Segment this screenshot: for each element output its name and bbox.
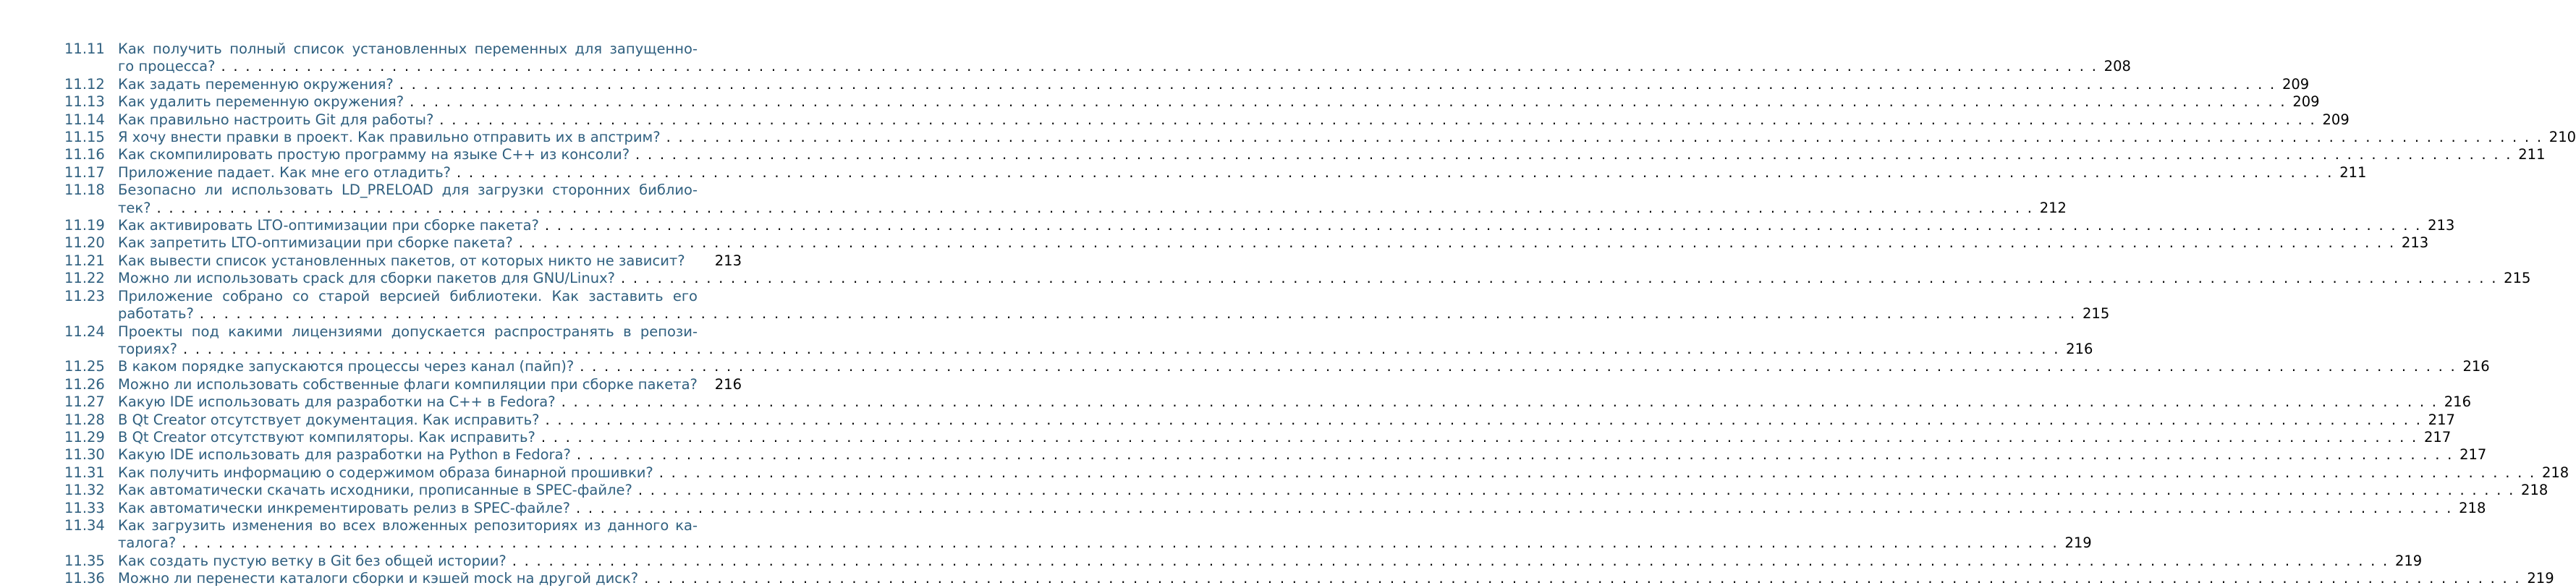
dot-leader [519, 234, 2394, 252]
toc-entry[interactable] [64, 111, 2350, 129]
toc-entry-page: 213 [2401, 234, 2429, 252]
toc-entry-number[interactable]: 11.29 [64, 428, 105, 446]
toc-entry-number[interactable]: 11.33 [64, 499, 105, 516]
toc-entry-page: 216 [2462, 358, 2490, 375]
toc-entry[interactable] [64, 393, 2471, 411]
toc-entry-title[interactable]: работать? [118, 305, 194, 323]
toc-entry-number[interactable]: 11.31 [64, 464, 105, 481]
toc-entry-title[interactable]: В каком порядке запускаются процессы через канал (пайп)? [118, 358, 575, 375]
toc-entry-number[interactable]: 11.25 [64, 358, 105, 375]
toc-entry[interactable] [64, 499, 2486, 517]
toc-entry[interactable] [64, 482, 2549, 499]
toc-entry-page: 213 [714, 252, 742, 269]
toc-entry-page: 215 [2504, 270, 2531, 287]
toc-entry-number[interactable]: 11.36 [64, 570, 105, 587]
toc-entry-page: 217 [2424, 428, 2452, 446]
toc-entry-title-line[interactable]: Как получить полный список установленных переменных для запущенно- [118, 41, 698, 57]
toc-entry[interactable] [64, 217, 2455, 234]
toc-entry-number[interactable]: 11.15 [64, 129, 105, 146]
toc-entry-title[interactable]: Как запретить LTO-оптимизации при сборке пакета? [118, 234, 513, 252]
toc-entry-page: 211 [2518, 146, 2546, 163]
toc-entry[interactable] [64, 41, 2131, 76]
toc-entry-title[interactable]: Как получить информацию о содержимом образа бинарной прошивки? [118, 464, 653, 481]
dot-leader [156, 200, 2031, 217]
toc-entry-page: 209 [2322, 111, 2350, 128]
dot-leader [512, 553, 2387, 570]
toc-entry-title-line[interactable]: Как загрузить изменения во всех вложенных репозиториях из данного ка- [118, 516, 698, 534]
dot-leader [562, 393, 2436, 411]
dot-leader [577, 446, 2452, 464]
dot-leader [666, 129, 2541, 146]
toc-entry-page: 217 [2428, 411, 2455, 428]
toc-entry-number[interactable]: 11.16 [64, 146, 105, 163]
dot-leader [659, 464, 2534, 482]
toc-entry-page: 219 [2394, 552, 2423, 569]
toc-entry[interactable] [64, 411, 2455, 429]
toc-entry-title[interactable]: Как активировать LTO-оптимизации при сборке пакета? [118, 217, 539, 234]
toc-entry-number[interactable]: 11.17 [64, 163, 105, 181]
toc-entry-number[interactable]: 11.13 [64, 93, 105, 111]
dot-leader [576, 500, 2451, 517]
dot-leader [439, 111, 2314, 129]
toc-entry-title[interactable]: В Qt Creator отсутствуют компиляторы. Как исправить? [118, 428, 535, 446]
toc-entry-title[interactable]: Как удалить переменную окружения? [118, 93, 404, 111]
dot-leader [621, 270, 2496, 287]
toc-entry-title[interactable]: го процесса? [118, 58, 216, 75]
toc-entry[interactable] [64, 552, 2423, 570]
toc-entry-page: 219 [2064, 534, 2092, 552]
toc-entry-title[interactable]: Можно ли перенести каталоги сборки и кэшей mock на другой диск? [118, 570, 639, 587]
toc-entry[interactable] [64, 570, 2554, 587]
toc-entry-number[interactable]: 11.22 [64, 270, 105, 287]
dot-leader [410, 93, 2284, 111]
toc-entry-title[interactable]: Можно ли использовать собственные флаги компиляции при сборке пакета? [118, 375, 698, 393]
toc-entry-page: 215 [2083, 305, 2110, 323]
toc-entry[interactable] [64, 93, 2320, 111]
toc-entry[interactable] [64, 163, 2367, 182]
toc-entry[interactable] [64, 516, 2092, 553]
toc-entry-page: 216 [714, 375, 742, 393]
toc-entry-page: 209 [2292, 93, 2320, 111]
toc-entry-title[interactable]: талога? [118, 534, 177, 552]
toc-entry-number[interactable]: 11.20 [64, 234, 105, 252]
toc-entry-number[interactable]: 11.12 [64, 75, 105, 93]
toc-entry-page: 218 [2521, 482, 2549, 499]
dot-leader [638, 482, 2513, 499]
toc-entry-number[interactable]: 11.30 [64, 446, 105, 464]
toc-entry[interactable] [64, 464, 2569, 482]
toc-entry[interactable] [64, 270, 2531, 287]
toc-entry-number[interactable]: 11.26 [64, 375, 105, 393]
toc-entry-page: 217 [2460, 446, 2487, 464]
dot-leader [183, 341, 2058, 358]
toc-entry-title-line[interactable]: Приложение собрано со старой версией библиотеки. Как заставить его [118, 287, 698, 304]
dot-leader [182, 534, 2056, 552]
toc-entry[interactable] [64, 146, 2546, 163]
dot-leader [221, 58, 2096, 75]
toc-entry-number[interactable]: 11.27 [64, 393, 105, 411]
toc-entry-title[interactable]: В Qt Creator отсутствует документация. Как исправить? [118, 411, 540, 428]
toc-entry-title[interactable]: Как задать переменную окружения? [118, 75, 394, 93]
toc-entry[interactable] [64, 287, 2110, 323]
toc-entry-title[interactable]: Как автоматически инкрементировать релиз в SPEC-файле? [118, 499, 570, 516]
toc-entry-title[interactable]: Какую IDE использовать для разработки на Python в Fedora? [118, 446, 571, 464]
dot-leader [399, 76, 2274, 93]
toc-entry[interactable] [64, 428, 2452, 446]
dot-leader [635, 146, 2510, 163]
toc-entry-title[interactable]: Как правильно настроить Git для работы? [118, 111, 434, 128]
toc-entry-title[interactable]: Как автоматически скачать исходники, прописанные в SPEC-файле? [118, 482, 632, 499]
toc-entry-title-line[interactable]: Безопасно ли использовать LD_PRELOAD для загрузки сторонних библио- [118, 182, 698, 199]
toc-entry-number[interactable]: 11.19 [64, 217, 105, 234]
toc-entry-number[interactable]: 11.24 [64, 323, 105, 340]
toc-entry-page: 208 [2103, 58, 2131, 75]
toc-entry-title[interactable]: тек? [118, 199, 151, 216]
toc-entry-title-line[interactable]: Проекты под какими лицензиями допускается распространять в репози- [118, 323, 698, 340]
toc-entry-title[interactable]: Как вывести список установленных пакетов, от которых никто не зависит? [118, 252, 685, 269]
toc-entry-number[interactable]: 11.18 [64, 182, 105, 199]
dot-leader [541, 429, 2416, 446]
toc-entry-number[interactable]: 11.28 [64, 411, 105, 428]
toc-entry-page: 216 [2444, 393, 2471, 411]
toc-entry-number[interactable]: 11.21 [64, 252, 105, 269]
toc-entry-number[interactable]: 11.34 [64, 516, 105, 534]
toc-entry-page: 212 [2039, 199, 2067, 216]
dot-leader [580, 358, 2454, 375]
dot-leader [457, 164, 2331, 182]
toc-entry[interactable] [64, 358, 2490, 375]
toc-entry-number[interactable]: 11.32 [64, 482, 105, 499]
toc-entry[interactable] [64, 129, 2576, 146]
toc-entry-title[interactable]: Я хочу внести правки в проект. Как правильно отправить их в апстрим? [118, 129, 661, 146]
toc-entry-number[interactable]: 11.11 [64, 41, 105, 57]
toc-entry-title[interactable]: Приложение падает. Как мне его отладить? [118, 163, 452, 181]
dot-leader [200, 305, 2075, 323]
toc-entry-title[interactable]: Какую IDE использовать для разработки на C++ в Fedora? [118, 393, 556, 411]
toc-entry[interactable] [64, 323, 2093, 359]
toc-entry[interactable] [64, 376, 742, 393]
toc-entry-page: 219 [2527, 570, 2554, 587]
toc-entry-number[interactable]: 11.35 [64, 552, 105, 569]
toc-entry[interactable] [64, 182, 2067, 217]
dot-leader [545, 412, 2420, 429]
toc-entry[interactable] [64, 446, 2487, 464]
toc-entry-title[interactable]: Как скомпилировать простую программу на языке C++ из консоли? [118, 146, 630, 163]
toc-entry-page: 216 [2066, 340, 2093, 357]
toc-entry-page: 213 [2428, 217, 2455, 234]
toc-entry-title[interactable]: Можно ли использовать cpack для сборки пакетов для GNU/Linux? [118, 270, 615, 287]
dot-leader [545, 217, 2420, 234]
toc-entry[interactable] [64, 252, 742, 270]
toc-entry-page: 209 [2281, 75, 2310, 93]
toc-entry[interactable] [64, 75, 2310, 93]
toc-entry-page: 218 [2541, 464, 2569, 481]
toc-entry-title[interactable]: ториях? [118, 340, 177, 357]
dot-leader [644, 570, 2519, 587]
toc-entry-page: 218 [2459, 499, 2486, 516]
toc-entry-page: 210 [2549, 129, 2576, 146]
toc-entry-title[interactable]: Как создать пустую ветку в Git без общей истории? [118, 552, 507, 569]
toc-entry-page: 211 [2339, 163, 2367, 181]
toc-entry-number[interactable]: 11.14 [64, 111, 105, 128]
table-of-contents [64, 41, 2576, 588]
toc-entry-number[interactable]: 11.23 [64, 287, 105, 304]
toc-entry[interactable] [64, 234, 2429, 252]
